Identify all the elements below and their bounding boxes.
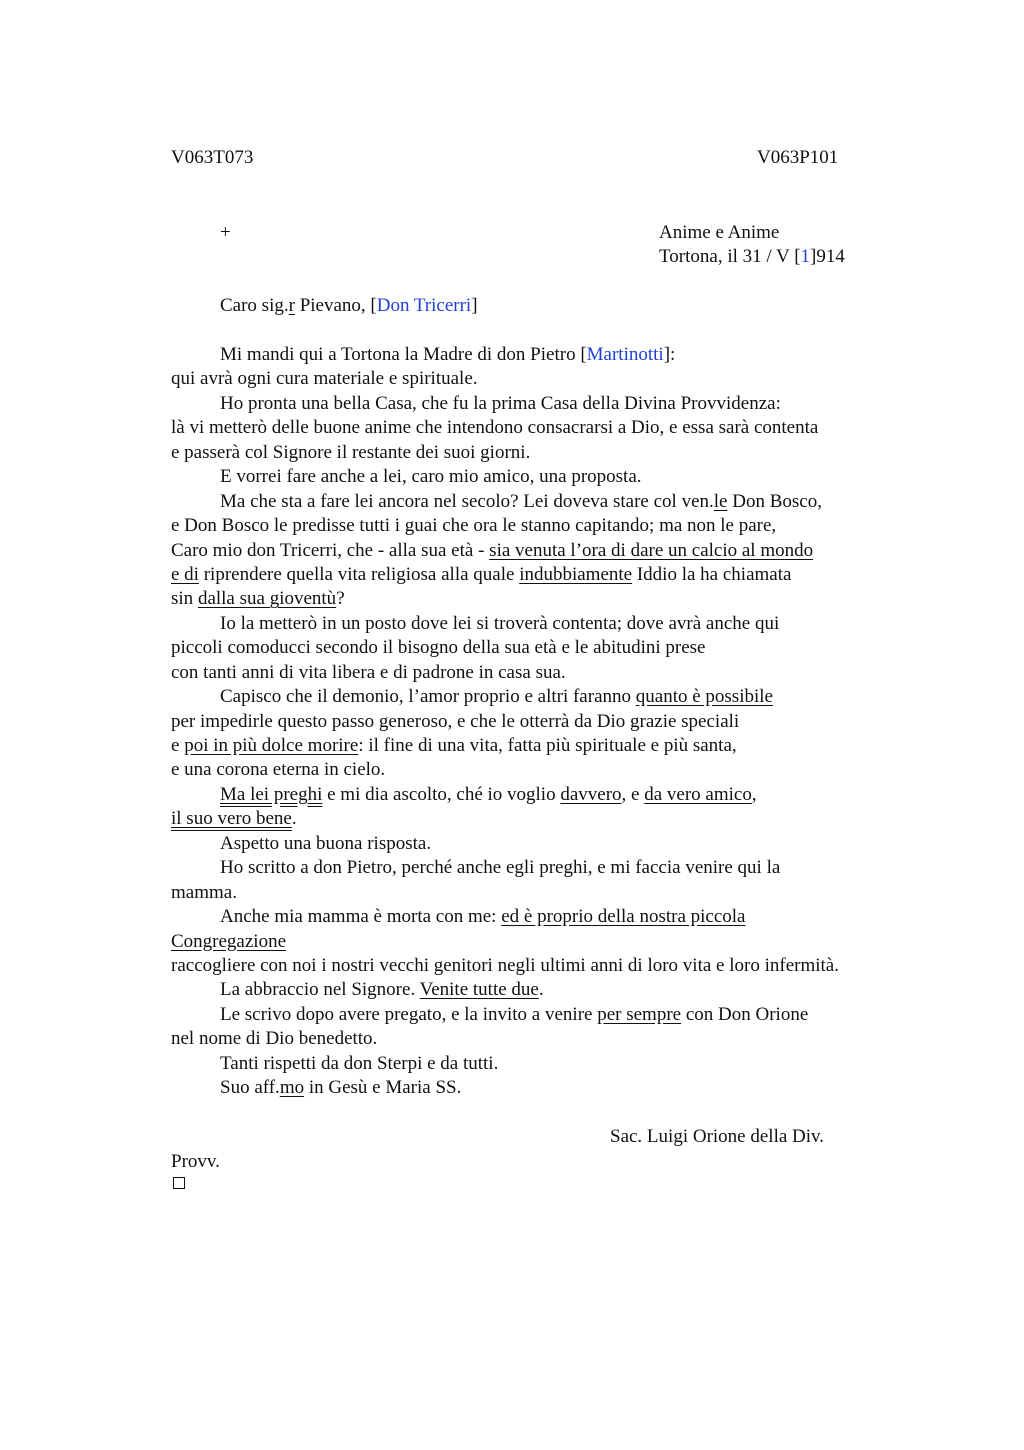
body-line: Mi mandi qui a Tortona la Madre di don Pietro [Martinotti]: [220,344,676,365]
body-line: Caro mio don Tricerri, che - alla sua età - sia venuta l’ora di dare un calcio al mondo [171,539,814,561]
body-line: Congregazione [171,930,287,952]
body-line: Ma che sta a fare lei ancora nel secolo? Lei doveva stare col ven.le Don Bosco, [220,490,822,512]
letter-body [171,343,931,1101]
body-line: e poi in più dolce morire: il fine di una vita, fatta più spirituale e più santa, [171,735,737,756]
body-line: e Don Bosco le predisse tutti i guai che ora le stanno capitando; ma non le pare, [171,515,777,537]
body-line: Le scrivo dopo avere pregato, e la invito a venire per sempre con Don Orione [220,1003,809,1025]
signature: Sac. Luigi Orione della Div. [610,1126,825,1147]
dateline: Tortona, il 31 / V [1]914 [659,246,845,267]
body-line: per impedirle questo passo generoso, e che le otterrà da Dio grazie speciali [171,710,740,732]
body-line: qui avrà ogni cura materiale e spirituale. [171,368,478,390]
document-code-right: V063P101 [757,147,839,168]
body-line: Ho scritto a don Pietro, perché anche egli preghi, e mi faccia venire qui la [220,857,781,879]
body-line: piccoli comoducci secondo il bisogno della sua età e le abitudini prese [171,637,706,659]
signature-continuation: Provv. [171,1151,220,1172]
body-line: Anche mia mamma è morta con me: ed è proprio della nostra piccola [220,906,746,928]
document-code-left: V063T073 [171,147,254,168]
body-line: e passerà col Signore il restante dei suoi giorni. [171,441,531,463]
body-line: sin dalla sua gioventù? [171,588,345,610]
body-line: E vorrei fare anche a lei, caro mio amico, una proposta. [220,466,642,488]
person-link-tricerri[interactable]: Don Tricerri [376,295,472,316]
cross-symbol: + [220,222,231,243]
motto: Anime e Anime [659,222,780,243]
body-line: Tanti rispetti da don Sterpi e da tutti. [220,1052,499,1074]
body-line: mamma. [171,881,237,903]
body-line: con tanti anni di vita libera e di padrone in casa sua. [171,661,566,683]
body-line: nel nome di Dio benedetto. [171,1028,378,1050]
body-line: e di riprendere quella vita religiosa alla quale indubbiamente Iddio la ha chiamata [171,563,792,585]
salutation: Caro sig.r Pievano, [Don Tricerri] [220,295,478,316]
body-line: là vi metterò delle buone anime che intendono consacrarsi a Dio, e essa sarà contenta [171,417,819,439]
person-link-martinotti[interactable]: Martinotti [586,344,664,365]
body-line: Ma lei preghi e mi dia ascolto, ché io voglio davvero, e da vero amico, [220,783,757,805]
body-line: Ho pronta una bella Casa, che fu la prima Casa della Divina Provvidenza: [220,392,781,414]
footnote-ref-link[interactable]: 1 [800,246,811,267]
body-line: Suo aff.mo in Gesù e Maria SS. [220,1077,462,1099]
body-line: il suo vero bene. [171,808,297,830]
body-line: raccogliere con noi i nostri vecchi genitori negli ultimi anni di loro vita e loro infermità. [171,954,839,976]
body-line: Aspetto una buona risposta. [220,832,432,854]
body-line: La abbraccio nel Signore. Venite tutte due. [220,979,544,1001]
body-line: Io la metterò in un posto dove lei si troverà contenta; dove avrà anche qui [220,612,780,634]
end-box-symbol [173,1177,185,1189]
body-line: Capisco che il demonio, l’amor proprio e altri faranno quanto è possibile [220,686,773,708]
body-line: e una corona eterna in cielo. [171,759,386,781]
